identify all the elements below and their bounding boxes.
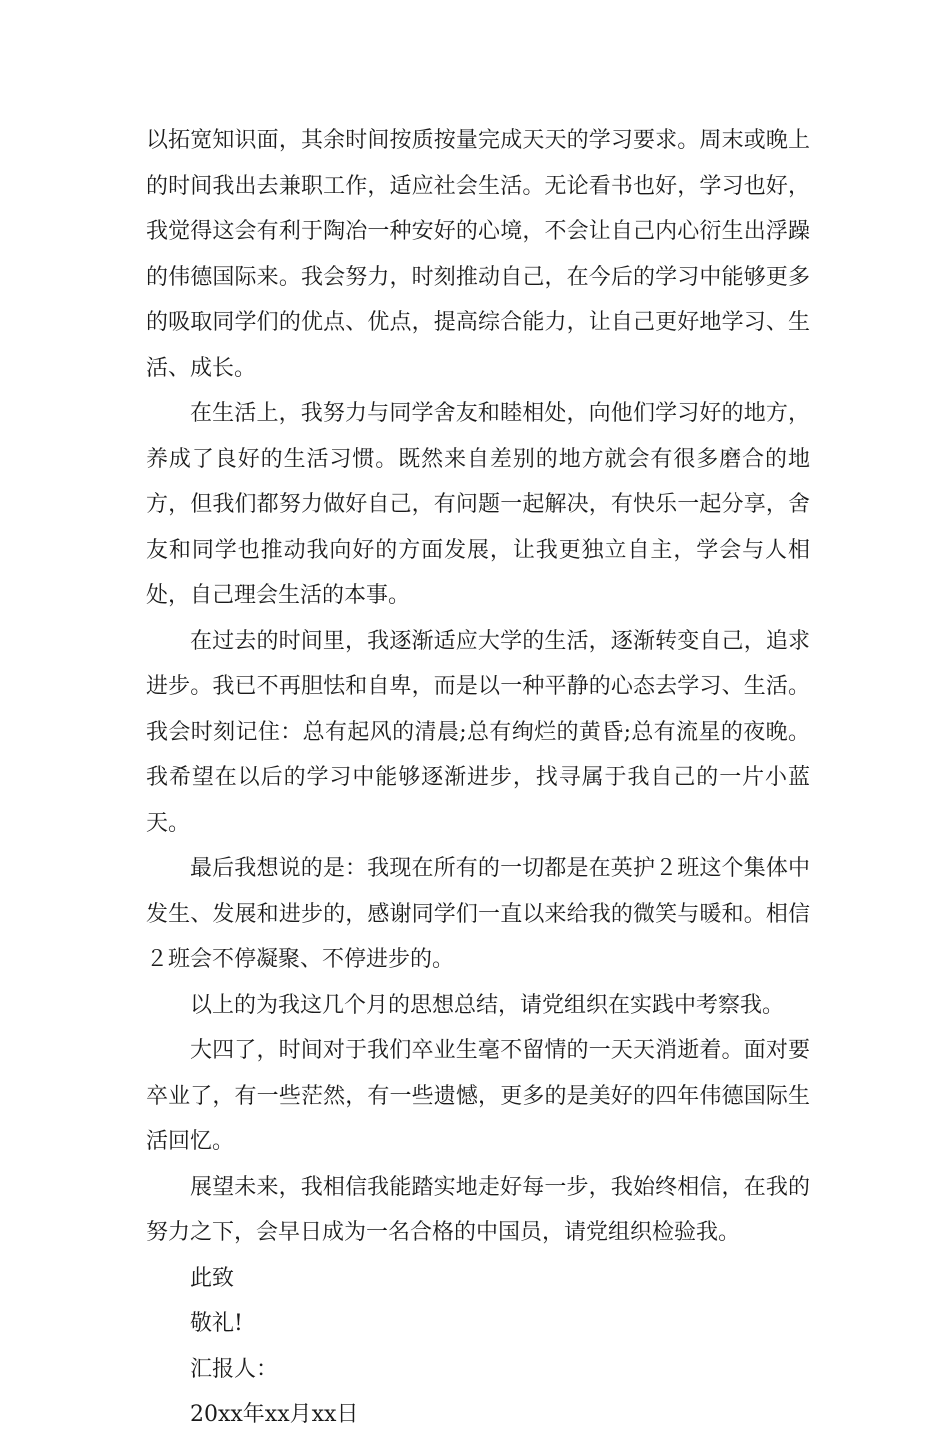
paragraph-future: 展望未来，我相信我能踏实地走好每一步，我始终相信，在我的努力之下，会早日成为一名合格的中国员，请党组织检验我。 xyxy=(146,1174,810,1245)
paragraph-senior-year: 大四了，时间对于我们卒业生毫不留情的一天天消逝着。面对要卒业了，有一些茫然，有一些遗憾，更多的是美好的四年伟德国际生活回忆。 xyxy=(146,1038,810,1154)
paragraph-summary: 以上的为我这几个月的思想总结，请党组织在实践中考察我。 xyxy=(190,992,785,1018)
paragraph-progress: 在过去的时间里，我逐渐适应大学的生活，逐渐转变自己，追求进步。我已不再胆怯和自卑，而是以一种平静的心态去学习、生活。我会时刻记住：总有起风的清晨;总有绚烂的黄昏;总有流星的夜晚。我希望在以后的学习中能够逐渐进步，找寻属于我自己的一片小蓝天。 xyxy=(146,628,810,836)
paragraph-class-thanks: 最后我想说的是：我现在所有的一切都是在英护２班这个集体中发生、发展和进步的，感谢同学们一直以来给我的微笑与暖和。相信２班会不停凝聚、不停进步的。 xyxy=(146,856,810,972)
reporter-label: 汇报人： xyxy=(190,1356,279,1382)
closing-regards: 敬礼! xyxy=(190,1311,243,1336)
paragraph-continued: 以拓宽知识面，其余时间按质按量完成天天的学习要求。周末或晚上的时间我出去兼职工作，适应社会生活。无论看书也好，学习也好，我觉得这会有利于陶冶一种安好的心境，不会让自己内心衍生出浮躁的伟德国际来。我会努力，时刻推动自己，在今后的学习中能够更多的吸取同学们的优点、优点，提高综合能力，让自己更好地学习、生活、成长。 xyxy=(146,128,810,381)
paragraph-life: 在生活上，我努力与同学舍友和睦相处，向他们学习好的地方，养成了良好的生活习惯。既然来自差别的地方就会有很多磨合的地方，但我们都努力做好自己，有问题一起解决，有快乐一起分享，舍友和同学也推动我向好的方面发展，让我更独立自主，学会与人相处，自己理会生活的本事。 xyxy=(146,401,810,608)
closing-salutation: 此致 xyxy=(190,1265,235,1291)
report-date: 20xx年xx月xx日 xyxy=(190,1402,359,1427)
document-body xyxy=(146,118,810,1438)
